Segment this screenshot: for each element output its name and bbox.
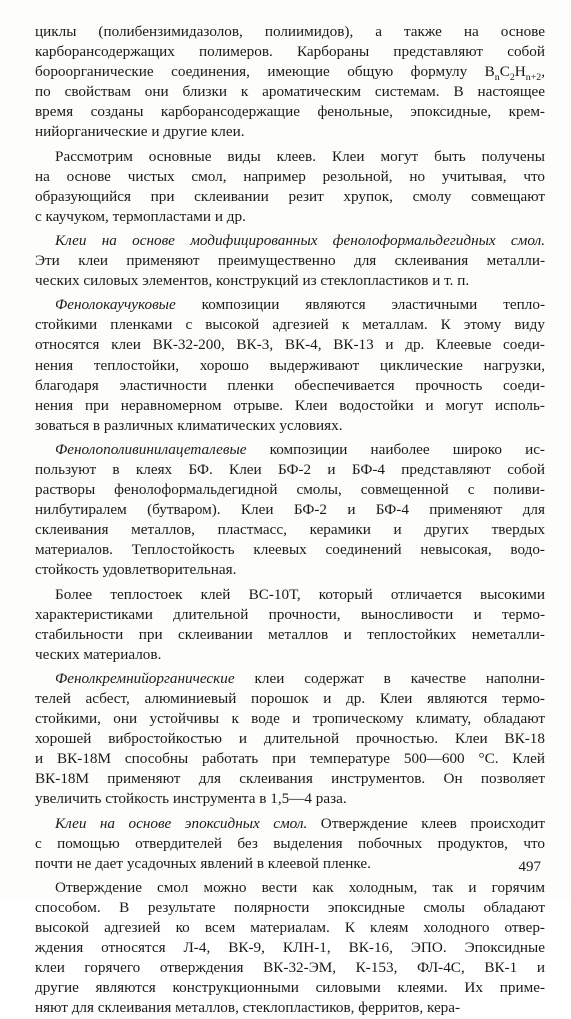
italic-term: Фенолокаучуковые bbox=[55, 296, 176, 314]
text-run: характеристиками длительной прочности, выносливости и термо- bbox=[35, 605, 545, 623]
italic-term: Фенолкремнийорганические bbox=[55, 669, 235, 687]
text-line bbox=[35, 396, 545, 416]
text-run: пользуют в клеях БФ. Клеи БФ-2 и БФ-4 представляют собой bbox=[35, 460, 545, 478]
text-line bbox=[35, 998, 545, 1018]
text-run: материалов. Теплостойкость клеевых соединений невысокая, водо- bbox=[35, 541, 545, 559]
text-run: нийорганические и другие клеи. bbox=[35, 123, 245, 141]
text-line bbox=[35, 749, 545, 769]
formula-subscript: n+2 bbox=[525, 72, 542, 84]
text-run: ческих силовых элементов, конструкций из стеклопластиков и т. п. bbox=[35, 272, 470, 290]
text-run: стойкими пленками с высокой адгезией к металлам. К этому виду bbox=[35, 316, 545, 334]
text-run: по свойствам они близки к ароматическим системам. В настоящее bbox=[35, 83, 545, 101]
text-line bbox=[35, 460, 545, 480]
text-run: композиции наиболее широко ис- bbox=[246, 440, 545, 458]
italic-term: Фенолополивинилацеталевые bbox=[55, 440, 247, 458]
text-run: клеи содержат в качестве наполни- bbox=[234, 669, 545, 687]
text-run: нения при неравномерном отрыве. Клеи водостойки и могут исполь- bbox=[35, 396, 545, 414]
text-run: Эти клеи применяют преимущественно для склеивания металли- bbox=[35, 252, 545, 270]
text-line bbox=[35, 938, 545, 958]
text-line bbox=[35, 295, 545, 315]
text-line bbox=[35, 122, 545, 142]
text-line bbox=[35, 689, 545, 709]
text-run: благодаря эластичности пленки обеспечивается прочность соеди- bbox=[35, 376, 545, 394]
text-line bbox=[35, 520, 545, 540]
paragraph bbox=[35, 878, 545, 1019]
text-run: увеличить стойкость инструмента в 1,5—4 раза. bbox=[35, 790, 347, 808]
text-line bbox=[35, 147, 545, 167]
text-line bbox=[35, 878, 545, 898]
text-run: , bbox=[541, 63, 545, 81]
text-run: стойкими, они устойчивы к воде и тропическому климату, обладают bbox=[35, 710, 545, 728]
text-line bbox=[35, 22, 545, 42]
italic-term: Клеи на основе модифицированных фенолоформальдегидных смол. bbox=[55, 231, 545, 249]
text-run: няют для склеивания металлов, стеклопластиков, ферритов, кера- bbox=[35, 999, 461, 1017]
text-line bbox=[35, 82, 545, 102]
paragraph bbox=[35, 585, 545, 665]
text-run: Рассмотрим основные виды клеев. Клеи могут быть получены bbox=[55, 147, 545, 165]
text-run: композиции являются эластичными тепло- bbox=[175, 296, 545, 314]
text-run: другие являются конструкционными силовыми клеями. Их приме- bbox=[35, 979, 545, 997]
body-text bbox=[35, 22, 545, 1019]
text-line bbox=[35, 814, 545, 834]
text-run: почти не дает усадочных явлений в клеевой пленке. bbox=[35, 854, 371, 872]
paragraph bbox=[35, 22, 545, 143]
text-run: C bbox=[499, 63, 510, 81]
text-line bbox=[35, 789, 545, 809]
text-run: бороорганические соединения, имеющие общую формулу B bbox=[35, 63, 495, 81]
text-run: зоваться в различных климатических условиях. bbox=[35, 416, 343, 434]
text-line bbox=[35, 669, 545, 689]
text-line bbox=[35, 187, 545, 207]
text-run: склеивания металлов, пластмасс, керамики и других твердых bbox=[35, 521, 545, 539]
text-run: с каучуком, термопластами и др. bbox=[35, 207, 246, 225]
text-line bbox=[35, 62, 545, 82]
text-run: высокой адгезией ко всем материалам. К клеям холодного отвер- bbox=[35, 919, 545, 937]
text-line bbox=[35, 898, 545, 918]
text-line bbox=[35, 315, 545, 335]
paragraph bbox=[35, 231, 545, 291]
text-line bbox=[35, 271, 545, 291]
paragraph bbox=[35, 295, 545, 436]
text-run: растворы фенолоформальдегидной смолы, совмещенной с поливи- bbox=[35, 481, 545, 499]
formula-subscript: n bbox=[494, 72, 500, 84]
text-line bbox=[35, 625, 545, 645]
page-number: 497 bbox=[518, 859, 541, 875]
text-line bbox=[35, 540, 545, 560]
text-run: с помощью отвердителей без выделения побочных продуктов, что bbox=[35, 834, 545, 852]
text-line bbox=[35, 918, 545, 938]
text-line bbox=[35, 416, 545, 436]
text-line bbox=[35, 480, 545, 500]
text-line bbox=[35, 585, 545, 605]
text-line bbox=[35, 440, 545, 460]
formula-subscript: 2 bbox=[509, 72, 515, 84]
text-run: нилбутиралем (бутваром). Клеи БФ-2 и БФ-4 применяют для bbox=[35, 501, 545, 519]
text-line bbox=[35, 376, 545, 396]
text-line bbox=[35, 769, 545, 789]
paragraph bbox=[35, 669, 545, 810]
text-run: H bbox=[514, 63, 526, 81]
text-line bbox=[35, 854, 545, 874]
text-run: нения теплостойки, хорошо выдерживают циклические нагрузки, bbox=[35, 356, 545, 374]
paragraph bbox=[35, 440, 545, 581]
text-line bbox=[35, 605, 545, 625]
text-run: и ВК-18М способны работать при температуре 500—600 °С. Клей bbox=[35, 750, 545, 768]
text-run: Отверждение смол можно вести как холодным, так и горячим bbox=[55, 878, 545, 896]
text-run: на основе чистых смол, например резольной, но учитывая, что bbox=[35, 167, 545, 185]
text-run: способом. В результате полярности эпоксидные смолы обладают bbox=[35, 898, 545, 916]
text-line bbox=[35, 42, 545, 62]
paragraph bbox=[35, 147, 545, 227]
text-run: стойкость удовлетворительная. bbox=[35, 561, 237, 579]
text-run: ческих материалов. bbox=[35, 645, 162, 663]
text-line bbox=[35, 231, 545, 251]
text-run: время созданы карборансодержащие фенольные, эпоксидные, крем- bbox=[35, 103, 545, 121]
text-line bbox=[35, 356, 545, 376]
text-run: ВК-18М применяют для склеивания инструментов. Он позволяет bbox=[35, 770, 545, 788]
text-run: стабильности при склеивании металлов и теплостойких неметалли- bbox=[35, 625, 545, 643]
text-run: хорошей вибростойкостью и длительной прочностью. Клеи ВК-18 bbox=[35, 730, 545, 748]
text-line bbox=[35, 207, 545, 227]
text-line bbox=[35, 335, 545, 355]
text-line bbox=[35, 645, 545, 665]
text-run: Более теплостоек клей ВС-10Т, который отличается высокими bbox=[55, 585, 545, 603]
text-line bbox=[35, 958, 545, 978]
text-run: ждения относятся Л-4, ВК-9, КЛН-1, ВК-16, ЭПО. Эпоксидные bbox=[35, 939, 545, 957]
text-run: клеи горячего отверждения ВК-32-ЭМ, К-153, ФЛ-4С, ВК-1 и bbox=[35, 959, 545, 977]
text-line bbox=[35, 251, 545, 271]
text-line bbox=[35, 729, 545, 749]
text-run: образующийся при склеивании резит хрупок, смолу совмещают bbox=[35, 187, 545, 205]
text-line bbox=[35, 560, 545, 580]
text-line bbox=[35, 167, 545, 187]
text-line bbox=[35, 102, 545, 122]
italic-term: Клеи на основе эпоксидных смол. bbox=[55, 814, 308, 832]
text-line bbox=[35, 709, 545, 729]
text-line bbox=[35, 978, 545, 998]
text-line bbox=[35, 834, 545, 854]
text-run: карборансодержащих полимеров. Карбораны представляют собой bbox=[35, 43, 545, 61]
text-run: телей асбест, алюминиевый порошок и др. Клеи являются термо- bbox=[35, 690, 545, 707]
text-run: Отверждение клеев происходит bbox=[307, 814, 545, 832]
text-run: относятся клеи ВК-32-200, ВК-3, ВК-4, ВК-13 и др. Клеевые соеди- bbox=[35, 336, 545, 354]
text-line bbox=[35, 500, 545, 520]
text-run: циклы (полибензимидазолов, полиимидов), а также на основе bbox=[35, 23, 545, 40]
paragraph bbox=[35, 814, 545, 874]
